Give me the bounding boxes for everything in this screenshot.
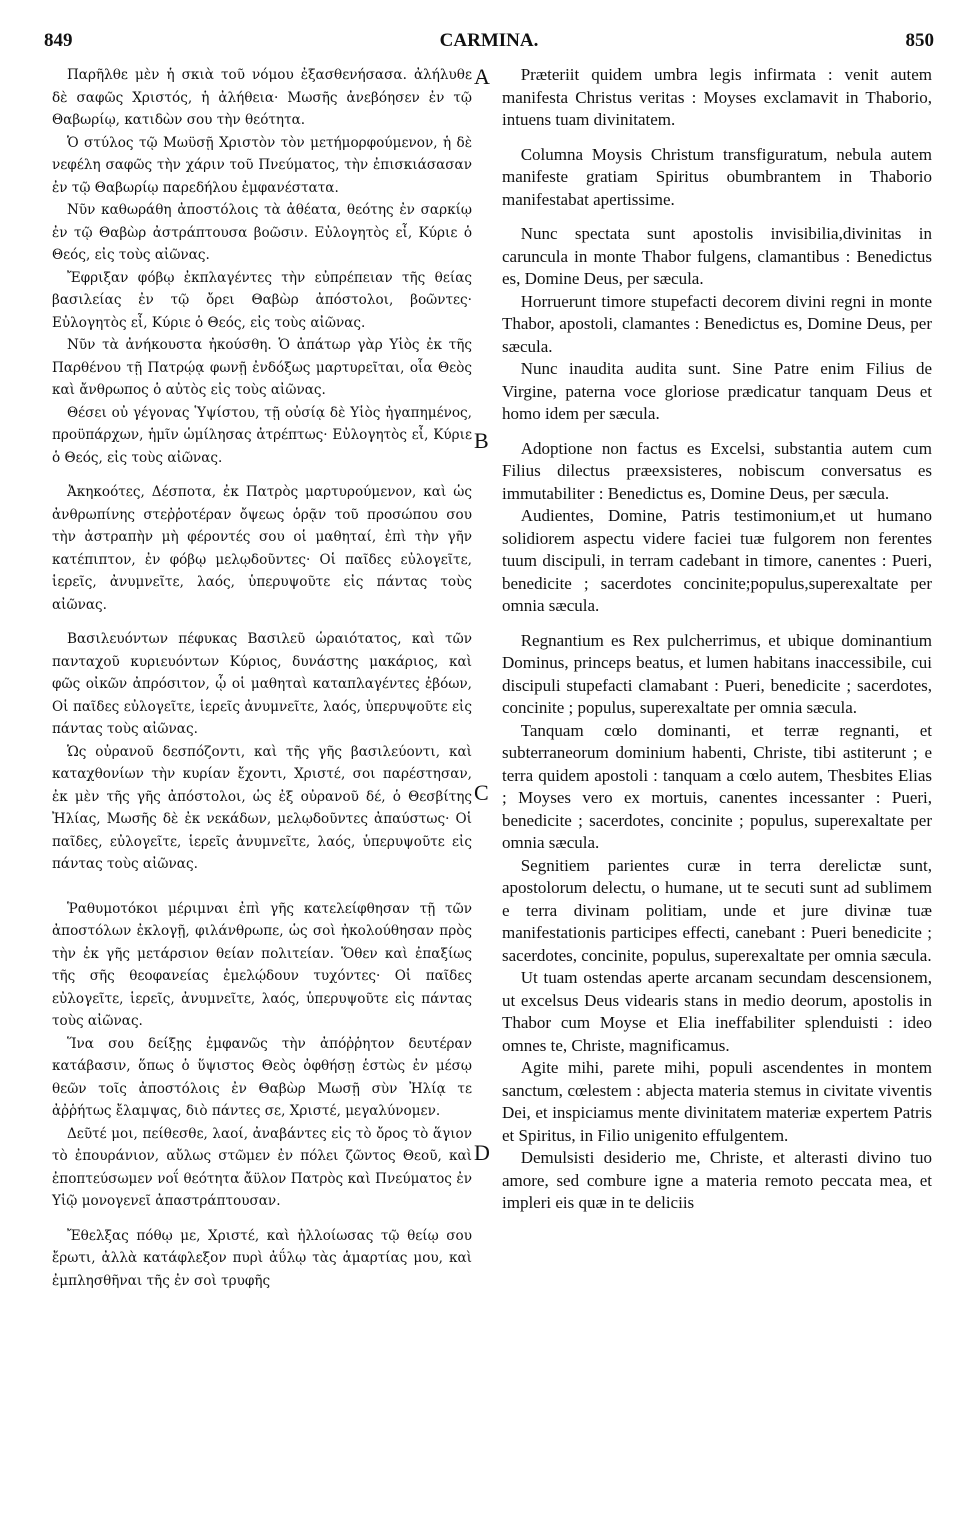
greek-paragraph: Ἀκηκοότες, Δέσποτα, ἐκ Πατρὸς μαρτυρούμενον, καὶ ὡς ἀνθρωπίνης στεῤῥοτέραν ὄψεως ὁρᾷν τοῦ προσώπου σου τὴν ἀστραπὴν μὴ φέροντές σου οἱ μαθηταί, ἐπὶ τὴν γῆν κατέπιπτον, ἐν φόβῳ μελῳδοῦντες· Οἱ παῖδες εὐλογεῖτε, ἱερεῖς, ἀνυμνεῖτε, λαός, ὑπερυψοῦτε εἰς πάντας τοὺς αἰῶνας. bbox=[52, 484, 472, 613]
latin-paragraph: Audientes, Domine, Patris testimonium,et ut humano solidiorem aspectu videre faciei tuæ fulgorem non ferentes tuum discipuli, in terram cadebant in timore, canentes : Pueri, benedicite ; sacerdotes concinite;populus,superexaltate per omnia sæcula. bbox=[502, 506, 932, 615]
latin-paragraph: Præteriit quidem umbra legis infirmata : venit autem manifesta Christus veritas : Moyses exclamavit in Thaborio, intuens tuam divinitatem. bbox=[502, 65, 932, 129]
margin-marker-a: A bbox=[474, 64, 490, 89]
latin-column bbox=[502, 64, 932, 1215]
page-number-left: 849 bbox=[44, 30, 73, 51]
greek-paragraph: Δεῦτέ μοι, πείθεσθε, λαοί, ἀναβάντες εἰς τὸ ὄρος τὸ ἅγιον τὸ ἐπουράνιον, αὔλως στῶμεν ἐν πόλει ζῶντος Θεοῦ, καὶ ἐποπτεύσωμεν νοΐ θεότητα ἄϋλον Πατρὸς καὶ Πνεύματος ἐν Υἱῷ μονογενεῖ ἀπαστράπτουσαν. bbox=[52, 1125, 472, 1209]
greek-paragraph: Θέσει οὐ γέγονας Ὑψίστου, τῇ οὐσίᾳ δὲ Υἱὸς ἠγαπημένος, προϋπάρχων, ἡμῖν ὡμίλησας ἀτρέπτως· Εὐλογητὸς εἶ, Κύριε ὁ Θεός, εἰς τοὺς αἰῶνας. bbox=[52, 404, 472, 466]
latin-paragraph: Demulsisti desiderio me, Christe, et alterasti divino tuo amore, sed combure igne a materia remoto peccata mea, et impleri eis quæ in te deliciis bbox=[502, 1148, 932, 1212]
greek-paragraph: Παρῆλθε μὲν ἡ σκιὰ τοῦ νόμου ἐξασθενήσασα. ἀλήλυθε δὲ σαφῶς Χριστός, ἡ ἀλήθεια· Μωσῆς ἀνεβόησεν ἐν τῷ Θαβωρίῳ, κατιδὼν σου τὴν θεότητα. bbox=[52, 67, 472, 128]
latin-paragraph: Horruerunt timore stupefacti decorem divini regni in monte Thabor, apostoli, clamantes : Benedictus es, Domine Deus, per sæcula. bbox=[502, 291, 932, 356]
latin-paragraph: Ut tuam ostendas aperte arcanam secundam descensionem, ut excelsus Deus videaris stans in medio deorum, apostolis in Thabor cum Moyse et Elia ineffabiliter splenduisti : ideo omnes te, Christe, magnificamus. bbox=[502, 968, 932, 1055]
latin-paragraph: Segnitiem parientes curæ in terra derelictæ sunt, apostolorum delectu, o humane, ut te secuti sunt ad sublimem e terra divinam politiam, unde et jure divinæ tuæ manifestationis participes effecti, canebant : Pueri benedicite ; sacerdotes, concinite, populus, superexaltate per omnia sæcula. bbox=[502, 855, 932, 965]
latin-paragraph: Adoptione non factus es Excelsi, substantia autem cum Filius dilectus præexsisteres, nobiscum conversatus es immutabiliter : Benedictus es, Domine Deus, per sæcula. bbox=[502, 438, 932, 503]
page-number-right: 850 bbox=[905, 30, 934, 51]
greek-paragraph: Νῦν καθωράθη ἀποστόλοις τὰ ἀθέατα, θεότης ἐν σαρκίῳ ἐν τῷ Θαβὼρ ἀστράπτουσα βοῶσιν. Εὐλογητὸς εἶ, Κύριε ὁ Θεός, εἰς τοὺς αἰῶνας. bbox=[52, 202, 472, 263]
greek-paragraph: Ὡς οὐρανοῦ δεσπόζοντι, καὶ τῆς γῆς βασιλεύοντι, καὶ καταχθονίων τὴν κυρίαν ἔχοντι, Χριστέ, σοι παρέστησαν, ἐκ μὲν τῆς γῆς ἀπόστολοι, ὡς ἐξ οὐρανοῦ δέ, ὁ Θεσβίτης Ἠλίας, Μωσῆς δὲ ἐκ νεκάδων, μελῳδοῦντες ἀπαύστως· Οἱ παῖδες, εὐλογεῖτε, ἱερεῖς ἀνυμνεῖτε, λαός, ὑπερυψοῦτε εἰς πάντας τοὺς αἰῶνας. bbox=[52, 743, 472, 872]
running-title: CARMINA. bbox=[439, 30, 539, 51]
greek-paragraph: Ῥαθυμοτόκοι μέριμναι ἐπὶ γῆς κατελείφθησαν τῇ τῶν ἀποστόλων ἐκλογῇ, φιλάνθρωπε, ὡς σοὶ ἠκολούθησαν πρὸς τὴν ἐκ γῆς μετάρσιον θείαν πολιτείαν. Ὅθεν καὶ ἐπαξίως τῆς σῆς θεοφανείας ἐμελῴδουν τυχόντες· Οἱ παῖδες εὐλογεῖτε, ἱερεῖς, ἀνυμνεῖτε, λαός, ὑπερυψοῦτε εἰς πάντας τοὺς αἰῶνας. bbox=[52, 900, 472, 1029]
greek-column bbox=[52, 64, 472, 1292]
greek-paragraph: Ἔφριξαν φόβῳ ἐκπλαγέντες τὴν εὐπρέπειαν τῆς θείας βασιλείας ἐν τῷ ὄρει Θαβὼρ ἀπόστολοι, βοῶντες· Εὐλογητὸς εἶ, Κύριε ὁ Θεός, εἰς τοὺς αἰῶνας. bbox=[52, 269, 472, 331]
margin-marker-c: C bbox=[474, 780, 489, 805]
greek-paragraph: Νῦν τὰ ἀνήκουστα ἠκούσθη. Ὁ ἀπάτωρ γὰρ Υἱὸς ἐκ τῆς Παρθένου τῇ Πατρῴᾳ φωνῇ ἐνδόξως μαρτυρεῖται, οἷα Θεὸς καὶ ἄνθρωπος ὁ αὐτὸς εἰς τοὺς αἰῶνας. bbox=[52, 337, 472, 398]
latin-paragraph: Tanquam cœlo dominanti, et terræ regnanti, et subterraneorum dominium habenti, Christe, tibi astiterunt ; e terra quidem apostoli : tanquam a cœlo autem, Thesbites Elias ; Moyses vero ex mortuis, canentes incessanter : Pueri, benedicite ; sacerdotes, concinite ; populus, superexaltate per omnia sæcula. bbox=[502, 720, 932, 852]
latin-paragraph: Regnantium es Rex pulcherrimus, et ubique dominantium Dominus, princeps beatus, et lumen habitans inaccessibile, cui discipuli stupefacti clamabant : Pueri, benedicite ; sacerdotes, concinite ; populus, superexaltate per omnia sæcula. bbox=[502, 630, 932, 717]
latin-paragraph: Columna Moysis Christum transfiguratum, nebula autem manifeste gratiam Spiritus obumbrantem in Thaborio manifestabat apertissime. bbox=[502, 144, 932, 209]
latin-paragraph: Nunc inaudita audita sunt. Sine Patre enim Filius de Virgine, paterna voce gloriose prædicatur tanquam Deus et homo idem per sæcula. bbox=[502, 359, 932, 423]
greek-paragraph: Βασιλευόντων πέφυκας Βασιλεῦ ὡραιότατος, καὶ τῶν πανταχοῦ κυριευόντων Κύριος, δυνάστης μακάριος, καὶ φῶς οἰκῶν ἀπρόσιτον, ᾧ οἱ μαθηταὶ καταπλαγέντες ἐβόων, Οἱ παῖδες εὐλογεῖτε, ἱερεῖς ἀνυμνεῖτε, λαός, ὑπερυψοῦτε εἰς πάντας τοὺς αἰῶνας. bbox=[52, 631, 472, 737]
greek-paragraph: Ὁ στύλος τῷ Μωϋσῇ Χριστὸν τὸν μετήμορφούμενον, ἡ δὲ νεφέλη σαφῶς τὴν χάριν τοῦ Πνεύματος, τὴν ἐπισκιάσασαν ἐν τῷ Θαβωρίῳ παρεδήλου ἐμφανέστατα. bbox=[52, 134, 472, 196]
page-header bbox=[44, 30, 934, 60]
latin-paragraph: Nunc spectata sunt apostolis invisibilia,divinitas in caruncula in monte Thabor fulgens, clamantibus : Benedictus es, Domine Deus, per sæcula. bbox=[502, 224, 932, 288]
margin-marker-b: B bbox=[474, 428, 489, 453]
latin-paragraph: Agite mihi, parete mihi, populi ascendentes in montem sanctum, cœlestem : abjecta materia stemus in civitate viventis Dei, et inspiciamus mente divinitatem materiæ expertem Patris et Spiritus, in Filio unigenito effulgentem. bbox=[502, 1058, 932, 1145]
margin-marker-d: D bbox=[474, 1140, 490, 1165]
greek-paragraph: Ἔθελξας πόθῳ με, Χριστέ, καὶ ἠλλοίωσας τῷ θείῳ σου ἔρωτι, ἀλλὰ κατάφλεξον πυρὶ ἀΰλῳ τὰς ἁμαρτίας μου, καὶ ἐμπλησθῆναι τῆς ἐν σοὶ τρυφῆς bbox=[52, 1227, 472, 1289]
greek-paragraph: Ἵνα σου δείξῃς ἐμφανῶς τὴν ἀπόῤῥητον δευτέραν κατάβασιν, ὅπως ὁ ὕψιστος Θεὸς ὀφθήσῃ ἑστὼς ἐν μέσῳ θεῶν τοῖς ἀποστόλοις ἐν Θαβὼρ Μωσῇ σὺν Ἠλίᾳ τε ἀῤῥήτως ἔλαμψας, διὸ πάντες σε, Χριστέ, μεγαλύνομεν. bbox=[52, 1035, 472, 1119]
